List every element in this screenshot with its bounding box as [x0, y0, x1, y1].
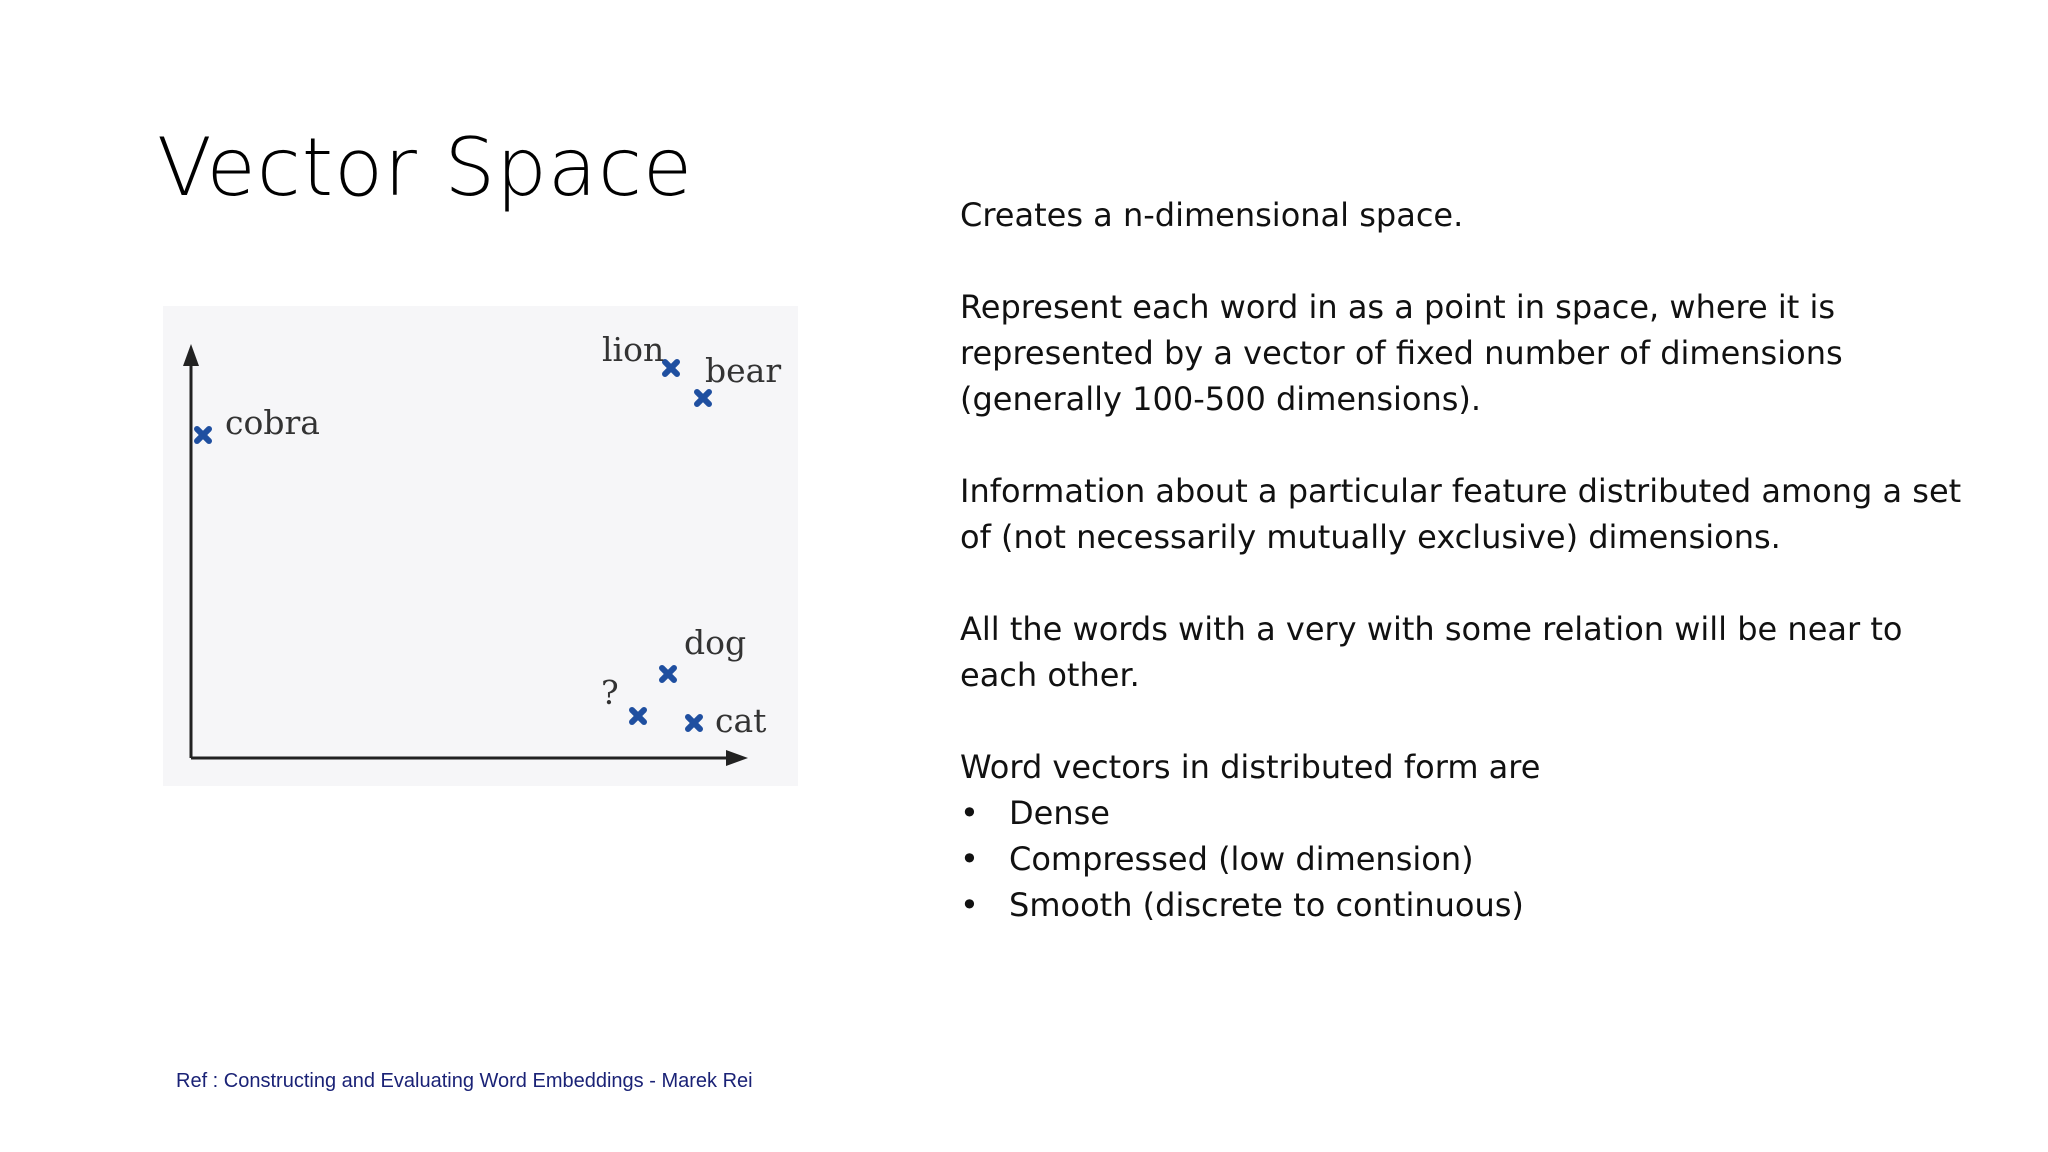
body-paragraph: Word vectors in distributed form are: [960, 748, 1541, 786]
slide-title: Vector Space: [157, 121, 694, 214]
cross-icon: [697, 392, 709, 404]
bullet-text: Smooth (discrete to continuous): [1009, 886, 1524, 924]
point-label-unknown: ?: [601, 673, 619, 712]
body-paragraph: All the words with a very with some relation will be near to each other.: [960, 610, 1903, 694]
bullet-item: [960, 790, 1980, 836]
point-lion: [602, 330, 677, 374]
bullet-text: Compressed (low dimension): [1009, 840, 1474, 878]
cross-icon: [662, 668, 674, 680]
vector-space-diagram: [163, 306, 798, 786]
point-dog: [662, 623, 746, 680]
point-label-dog: dog: [684, 623, 747, 662]
point-label-bear: bear: [705, 351, 782, 390]
point-cobra: [197, 403, 320, 442]
point-label-cat: cat: [715, 701, 767, 740]
bullet-item: [960, 882, 1980, 928]
bullet-icon: •: [960, 886, 979, 924]
bullet-text: Dense: [1009, 794, 1110, 832]
point-cat: [688, 701, 766, 740]
reference-citation: Ref : Constructing and Evaluating Word Embeddings - Marek Rei: [176, 1070, 753, 1092]
x-axis-arrow-icon: [726, 750, 748, 766]
vector-space-figure: [163, 306, 798, 786]
bullet-list: [960, 790, 1980, 928]
y-axis-arrow-icon: [183, 344, 199, 366]
cross-icon: [632, 710, 644, 722]
body-paragraph: Creates a n-dimensional space.: [960, 196, 1464, 234]
bullet-icon: •: [960, 794, 979, 832]
cross-icon: [688, 717, 700, 729]
point-bear: [697, 351, 781, 404]
cross-icon: [197, 429, 209, 441]
bullet-item: [960, 836, 1980, 882]
slide-body: [960, 192, 1980, 928]
cross-icon: [665, 362, 677, 374]
point-unknown: [601, 673, 644, 722]
body-paragraph: Information about a particular feature distributed among a set of (not necessarily mutually exclusive) dimensions.: [960, 472, 1962, 556]
bullet-icon: •: [960, 840, 979, 878]
point-label-lion: lion: [602, 330, 665, 369]
body-paragraph: Represent each word in as a point in space, where it is represented by a vector of fixed number of dimensions (generally 100-500 dimensions).: [960, 288, 1843, 418]
point-label-cobra: cobra: [225, 403, 320, 442]
